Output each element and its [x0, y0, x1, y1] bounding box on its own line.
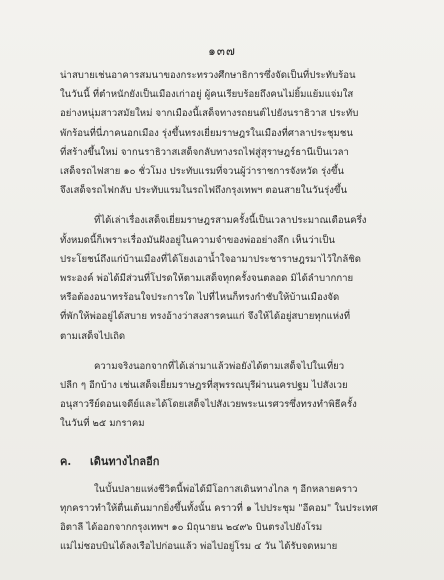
line-text: ทั้งหมดนี้ก็เพราะเรื่องมันฝังอยู่ในความจำของพ่ออย่างลึก เห็นว่าเป็น [60, 234, 335, 246]
text-line [60, 288, 408, 307]
line-text: น่าสบายเช่นอาคารสมนาของกระทรวงศึกษาธิการซึ่งจัดเป็นที่ประทับร้อน [60, 70, 356, 81]
body-paragraphs [60, 66, 408, 434]
line-text: พระองค์ พ่อได้มีส่วนที่โปรดให้ตามเสด็จทุกครั้งจนตลอด มิได้ลำบากกาย [60, 273, 354, 285]
line-text: ในวันนี้ ที่ตำหนักยังเป็นเมืองเก่าอยู่ ผู้คนเรียบร้อยถึงคนไม่ยิ้มแย้มแจ่มใส [60, 89, 354, 101]
line-text: แม่ไม่ชอบบินได้ลงเรือไปก่อนแล้ว พ่อไปอยู่โรม ๔ วัน ได้รับจดหมาย [60, 541, 338, 553]
text-line [60, 231, 408, 250]
text-line [60, 518, 408, 537]
text-line [60, 250, 408, 269]
line-text: ความจริงนอกจากที่ได้เล่ามาแล้วพ่อยังได้ตามเสด็จไปในเที่ยว [94, 360, 345, 372]
line-text: พักร้อนที่นี่ภาคนอกเมือง รุ่งขึ้นทรงเยี่ยมราษฎรในเมืองที่ศาลาประชุมชน [60, 127, 353, 139]
text-line [60, 143, 408, 162]
paragraph [60, 480, 408, 557]
text-line [60, 327, 408, 346]
line-text: ตามเสด็จไปเถิด [60, 330, 126, 342]
line-text: ที่ได้เล่าเรื่องเสด็จเยี่ยมราษฎรสามครั้งนี้เป็นเวลาประมาณเดือนครึ่ง [94, 215, 367, 227]
text-line [60, 414, 408, 433]
text-line [60, 66, 408, 85]
line-text: ประโยชน์ถึงแก่บ้านเมืองที่ได้โยงเอาน้ำใจอามาประชาราษฎรมาไว้ใกล้ชิด [60, 253, 361, 265]
text-line [60, 357, 408, 376]
text-line [60, 124, 408, 143]
text-line [60, 537, 408, 556]
text-line [60, 181, 408, 200]
page-number: ๑๓๗ [208, 44, 236, 58]
text-line [60, 499, 408, 518]
section-paragraphs [60, 480, 408, 557]
line-text: ในบั้นปลายแห่งชีวิตนี้พ่อได้มีโอกาสเดินทางไกล ๆ อีกหลายคราว [94, 483, 358, 495]
line-text: อนุสาวรีย์ดอนเจดีย์และได้โดยเสด็จไปสังเวยพระนเรศวรซึ่งทรงทำพิธีครั้ง [60, 399, 357, 411]
text-line [60, 211, 408, 230]
line-text: เสด็จรถไฟสาย ๑๐ ชั่วโมง ประทับแรมที่จวนผู้ว่าราชการจังหวัด รุ่งขึ้น [60, 166, 344, 178]
text-line [60, 269, 408, 288]
line-text: หรือต้องอนาทรร้อนใจประการใด ไปที่ไหนก็ทรงกำชับให้บ้านเมืองจัด [60, 292, 340, 304]
text-line [60, 395, 408, 414]
line-text: ที่สร้างขึ้นใหม่ จากนราธิวาสเสด็จกลับทางรถไฟสู่สุราษฎร์ธานีเป็นเวลา [60, 146, 349, 158]
paragraph [60, 66, 408, 200]
line-text: อย่างหนุ่มสาวสมัยใหม่ จากเมืองนี้เสด็จทางรถยนต์ไปยังนราธิวาส ประทับ [60, 108, 359, 120]
paragraph [60, 211, 408, 345]
text-line [60, 307, 408, 326]
line-text: ทุกคราวทำให้ตื่นเต้นมากยิ่งขึ้นทั้งนั้น คราวที่ ๑ ไปประชุม "อีคอม" ในประเทศ [60, 502, 378, 514]
text-line [60, 104, 408, 123]
page-content [60, 66, 408, 567]
line-text: อิตาลี ได้ออกจากกรุงเทพฯ ๑๐ มิถุนายน ๒๔๙๖ บินตรงไปยังโรม [60, 522, 323, 534]
line-text: ปลีก ๆ อีกบ้าง เช่นเสด็จเยี่ยมราษฎรที่สุพรรณบุรีผ่านนครปฐม ไปสังเวย [60, 380, 348, 392]
section-heading [60, 452, 408, 472]
text-line [60, 85, 408, 104]
text-line [60, 376, 408, 395]
section-title: เดินทางไกลอีก [90, 454, 160, 468]
line-text: ในวันที่ ๒๕ มกราคม [60, 418, 145, 430]
paragraph [60, 357, 408, 434]
section-number: ค. [60, 454, 72, 468]
line-text: ที่พักให้พ่ออยู่ได้สบาย ทรงอ้างว่าสงสารคนแก่ จึงให้ได้อยู่สบายทุกแห่งที่ [60, 311, 351, 323]
text-line [60, 480, 408, 499]
line-text: จึงเสด็จรถไฟกลับ ประทับแรมในรถไฟถึงกรุงเทพฯ ตอนสายในวันรุ่งขึ้น [60, 185, 348, 197]
text-line [60, 162, 408, 181]
